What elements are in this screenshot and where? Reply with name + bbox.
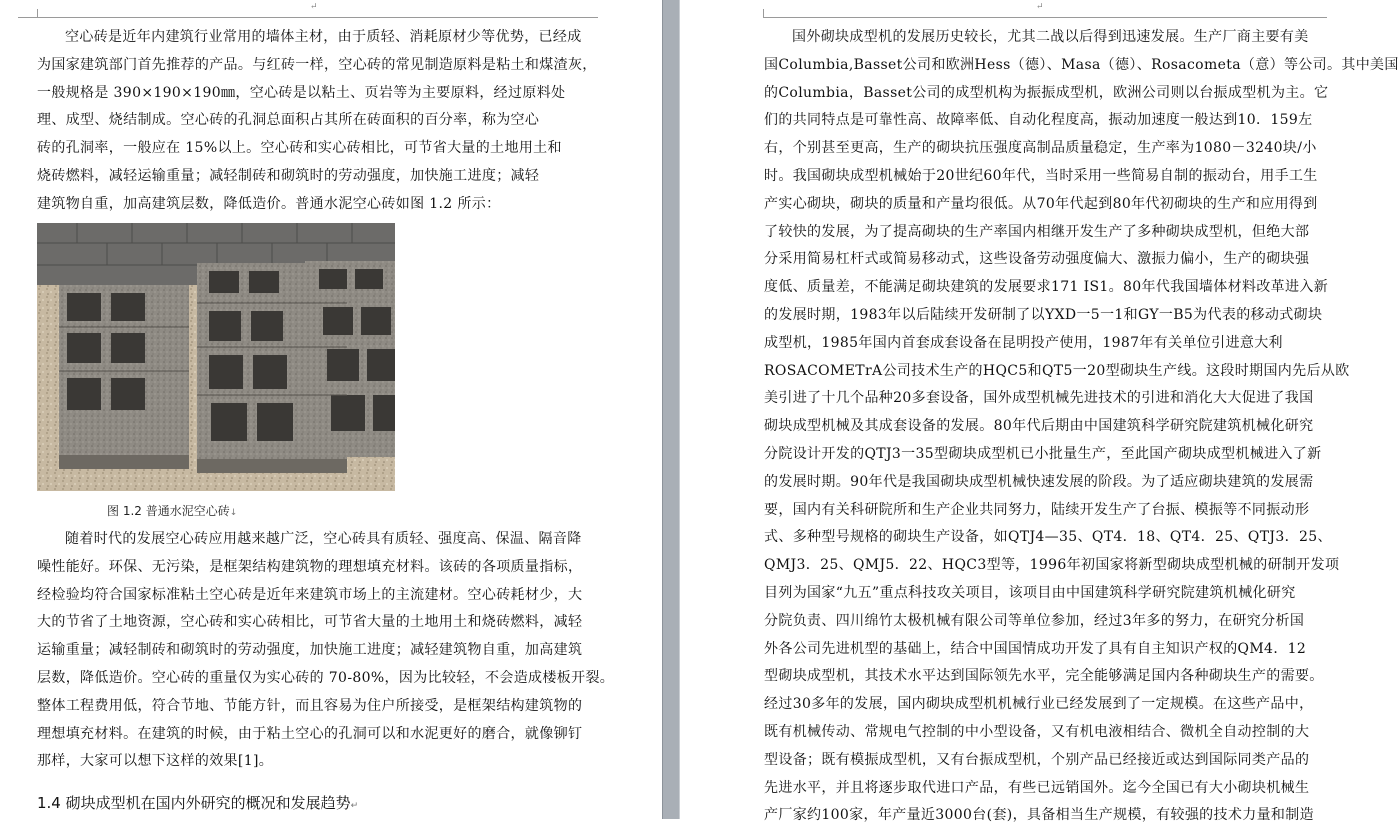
hollow-blocks-illustration bbox=[37, 223, 395, 491]
text-line: 整体工程费用低，符合节地、节能方针，而且容易为住户所接受，是框架结构建筑物的 bbox=[37, 697, 583, 714]
text-line: 既有机械传动、常规电气控制的中小型设备，又有机电液相结合、微机全自动控制的大 bbox=[764, 723, 1310, 740]
text-line: 噪性能好。环保、无污染，是框架结构建筑物的理想填充材料。该砖的各项质量指标， bbox=[37, 558, 583, 575]
paragraph-mark: ↵ bbox=[1036, 2, 1044, 12]
paragraph-hollow-brick-intro[interactable] bbox=[37, 24, 597, 219]
line-break-mark: ↓ bbox=[229, 508, 238, 518]
text-line: 产实心砌块，砌块的质量和产量均很低。从70年代起到80年代初砌块的生产和应用得到 bbox=[764, 195, 1318, 212]
text-line: 们的共同特点是可靠性高、故障率低、自动化程度高，振动加速度一般达到10．159左 bbox=[764, 112, 1313, 129]
text-line: 时。我国砌块成型机械始于20世纪60年代，当时采用一些简易自制的振动台，用手工生 bbox=[764, 167, 1318, 184]
text-line: 砌块成型机械及其成套设备的发展。80年代后期由中国建筑科学研究院建筑机械化研究 bbox=[764, 418, 1314, 435]
text-line: 分院负责、四川绵竹太极机械有限公司等单位参加，经过3年多的努力，在研究分析国 bbox=[764, 612, 1305, 629]
text-line: 要，国内有关科研院所和生产企业共同努力，陆续开发生产了台振、模振等不同振动形 bbox=[764, 501, 1310, 518]
margin-corner-mark-left bbox=[763, 9, 764, 17]
page-margin-guide-top bbox=[763, 17, 1327, 18]
text-line: 度低、质量差，不能满足砌块建筑的发展要求171 IS1。80年代我国墙体材料改革进入新 bbox=[764, 279, 1329, 296]
text-line: 大的节省了土地资源，空心砖和实心砖相比，可节省大量的土地用土和烧砖燃料，减轻 bbox=[37, 614, 583, 631]
text-line: 成型机，1985年国内首套成套设备在昆明投产使用，1987年有关单位引进意大利 bbox=[764, 334, 1283, 351]
text-line: 的发展时期。90年代是我国砌块成型机械快速发展的阶段。为了适应砌块建筑的发展需 bbox=[764, 473, 1314, 490]
margin-corner-mark-left bbox=[37, 9, 38, 17]
paragraph-mark: ↵ bbox=[310, 2, 318, 12]
text-line: 型设备；既有模振成型机，又有台振成型机，个别产品已经接近或达到国际同类产品的 bbox=[764, 751, 1310, 768]
text-line: 一般规格是 390×190×190㎜，空心砖是以粘土、页岩等为主要原料，经过原料处 bbox=[37, 84, 566, 101]
text-line: 外各公司先进机型的基础上，结合中国国情成功开发了具有自主知识产权的QM4．12 bbox=[764, 640, 1307, 657]
text-line: 的发展时期，1983年以后陆续开发研制了以YXD一5一1和GY一B5为代表的移动式砌块 bbox=[764, 306, 1323, 323]
page-gutter-divider bbox=[662, 0, 680, 819]
text-line: 了较快的发展，为了提高砌块的生产率国内相继开发生产了多种砌块成型机，但绝大部 bbox=[764, 223, 1310, 240]
text-line: QMJ3．25、QMJ5．22、HQC3型等，1996年初国家将新型砌块成型机械的研制开发项 bbox=[764, 557, 1340, 574]
text-line: 理想填充材料。在建筑的时候，由于粘土空心的孔洞可以和水泥更好的磨合，就像铆钉 bbox=[37, 725, 583, 742]
text-line: 建筑物自重，加高建筑层数，降低造价。普通水泥空心砖如图 1.2 所示： bbox=[37, 195, 501, 212]
text-line: 国外砌块成型机的发展历史较长，尤其二战以后得到迅速发展。生产厂商主要有美 bbox=[792, 29, 1309, 45]
text-line: 经过30多年的发展，国内砌块成型机机械行业已经发展到了一定规模。在这些产品中， bbox=[764, 696, 1314, 713]
text-line: 先进水平，并且将逐步取代进口产品，有些已远销国外。迄今全国已有大小砌块机械生 bbox=[764, 779, 1310, 796]
text-line: 分采用简易杠杆式或简易移动式，这些设备劳动强度偏大、激振力偏小，生产的砌块强 bbox=[764, 251, 1310, 268]
text-line: 空心砖是近年内建筑行业常用的墙体主材，由于质轻、消耗原材少等优势，已经成 bbox=[65, 29, 582, 45]
text-line: ROSACOMETrA公司技术生产的HQC5和QT5一20型砌块生产线。这段时期国内先后从欧 bbox=[764, 362, 1350, 379]
section-heading-text: 1.4 砌块成型机在国内外研究的概况和发展趋势 bbox=[37, 794, 351, 812]
text-line: 那样，大家可以想下这样的效果[1]。 bbox=[37, 753, 274, 770]
figure-caption-text: 图 1.2 普通水泥空心砖 bbox=[107, 504, 230, 518]
paragraph-mark: ↵ bbox=[350, 801, 359, 811]
document-page-right bbox=[680, 0, 1399, 824]
text-line: 目列为国家“九五”重点科技攻关项目，该项目由中国建筑科学研究院建筑机械化研究 bbox=[764, 584, 1296, 601]
text-line: 分院设计开发的QTJ3一35型砌块成型机已小批量生产，至此国产砌块成型机械进入了新 bbox=[764, 445, 1322, 462]
text-line: 式、多种型号规格的砌块生产设备，如QTJ4—35、QT4．18、QT4．25、QTJ3．25、 bbox=[764, 529, 1332, 546]
text-line: 国Columbia,Basset公司和欧洲Hess（德）、Masa（德）、Rosacometa（意）等公司。其中美国 bbox=[764, 56, 1399, 73]
text-line: 运输重量；减轻制砖和砌筑时的劳动强度，加快施工进度；减轻建筑物自重，加高建筑 bbox=[37, 642, 583, 659]
text-line: 右，个别甚至更高，生产的砌块抗压强度高制品质量稳定，生产率为1080－3240块/小 bbox=[764, 140, 1317, 157]
text-line: 经检验均符合国家标准粘土空心砖是近年来建筑市场上的主流建材。空心砖耗材少，大 bbox=[37, 586, 583, 603]
document-page-left bbox=[0, 0, 662, 819]
text-line: 砖的孔洞率，一般应在 15%以上。空心砖和实心砖相比，可节省大量的土地用土和 bbox=[37, 140, 562, 157]
paragraph-block-machine-history[interactable] bbox=[764, 24, 1399, 830]
text-line: 的Columbia，Basset公司的成型机构为振振成型机，欧洲公司则以台振成型机为主。它 bbox=[764, 84, 1329, 101]
figure-hollow-concrete-blocks-photo[interactable] bbox=[37, 223, 395, 491]
section-heading[interactable] bbox=[37, 792, 358, 813]
page-margin-guide-top bbox=[18, 17, 598, 18]
paragraph-hollow-brick-advantages[interactable] bbox=[37, 526, 615, 776]
text-line: 层数，降低造价。空心砖的重量仅为实心砖的 70-80%，因为比较轻，不会造成楼板开裂。 bbox=[37, 669, 615, 686]
text-line: 产厂家约100家，年产量近3000台(套)，具备相当生产规模，有较强的技术力量和制造 bbox=[764, 807, 1314, 824]
text-line: 为国家建筑部门首先推荐的产品。与红砖一样，空心砖的常见制造原料是粘土和煤渣灰， bbox=[37, 56, 597, 73]
text-line: 理、成型、烧结制成。空心砖的孔洞总面积占其所在砖面积的百分率，称为空心 bbox=[37, 112, 540, 129]
figure-caption bbox=[107, 502, 237, 519]
text-line: 烧砖燃料，减轻运输重量；减轻制砖和砌筑时的劳动强度，加快施工进度；减轻 bbox=[37, 167, 540, 184]
text-line: 随着时代的发展空心砖应用越来越广泛，空心砖具有质轻、强度高、保温、隔音降 bbox=[65, 531, 582, 547]
text-line: 美引进了十几个品种20多套设备，国外成型机械先进技术的引进和消化大大促进了我国 bbox=[764, 390, 1314, 407]
text-line: 型砌块成型机，其技术水平达到国际领先水平，完全能够满足国内各种砌块生产的需要。 bbox=[764, 668, 1324, 685]
